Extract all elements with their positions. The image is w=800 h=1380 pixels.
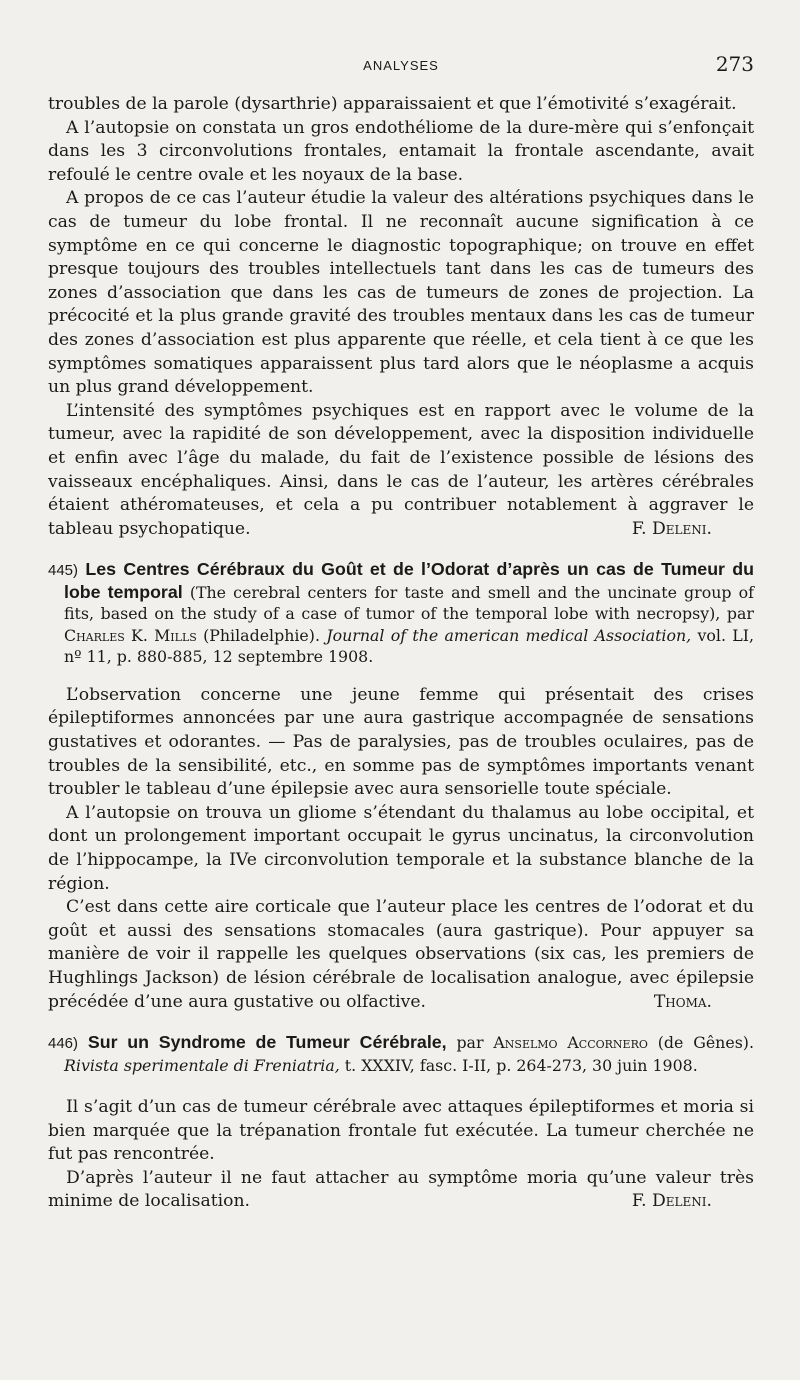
review-entry-446: [48, 1032, 754, 1214]
entry-number: 446): [48, 1035, 79, 1053]
spacer: [48, 668, 754, 684]
paragraph: L’observation concerne une jeune femme qui présentait des crises épileptiformes annoncées par une aura gastrique accompagnée de sensations gustatives et odorantes. — Pas de paralysies, pas de troubles oculaires, pas de troubles de la sensibilité, etc., en somme pas de symptômes importants venant troubler le tableau d’une épilepsie avec aura sensorielle toute spéciale.: [48, 684, 754, 800]
page-number: 273: [715, 52, 754, 76]
author-place: (Philadelphie).: [203, 625, 320, 645]
paragraph: [48, 400, 754, 542]
paragraph-text: C’est dans cette aire corticale que l’auteur place les centres de l’odorat et du goût et aussi des sensations stomacales (aura gastrique). Pour appuyer sa manière de voir il rappelle les quelques observations (six cas, les premiers de Hughlings Jackson) de lésion cérébrale de localisation analogue, avec épilepsie précédée d’une aura gustative ou olfactive.: [48, 897, 754, 1012]
author-place: (de Gênes).: [657, 1033, 754, 1053]
paragraph: troubles de la parole (dysarthrie) apparaissaient et que l’émotivité s’exagérait.: [48, 94, 737, 114]
paragraph: A propos de ce cas l’auteur étudie la valeur des altérations psychiques dans le cas de tumeur du lobe frontal. Il ne reconnaît aucune signification à ce symptôme en ce qui concerne le diagnostic topographique; on trouve en effet presque toujours des troubles intellectuels tant dans les cas de tumeurs des zones d’association que dans les cas de tumeurs de zones de projection. La précocité et la plus grande gravité des troubles mentaux dans les cas de tumeur des zones d’association est plus apparente que réelle, et cela tient à ce que les symptômes somatiques apparaissent plus tard alors que le néoplasme a acquis un plus grand développement.: [48, 188, 754, 398]
spacer: [48, 1076, 754, 1096]
entry-heading: [48, 559, 754, 668]
paragraph-text: L’intensité des symptômes psychiques est en rapport avec le volume de la tumeur, avec la rapidité de son développement, avec la disposition individuelle et enfin avec l’âge du malade, du fait de l’existence possible de lésions des vaisseaux encéphaliques. Ainsi, dans le cas de l’auteur, les artères cérébrales étaient athéromateuses, et cela a pu contribuer notablement à aggraver le tableau psychopatique.: [48, 400, 754, 539]
citation-ref: vol. LI, nº 11, p. 880-885, 12 septembre 1908.: [64, 625, 754, 667]
reviewer-signature: F. Deleni.: [631, 1191, 712, 1212]
entry-heading: [48, 1032, 754, 1076]
journal-name: Journal of the american medical Association,: [326, 625, 692, 645]
entry-title: Les Centres Cérébraux du Goût et de l’Odorat d’après un cas de Tumeur du lobe temporal: [64, 559, 754, 602]
entry-number: 445): [48, 562, 79, 580]
reviewer-signature: F. Deleni.: [631, 518, 712, 539]
english-title: (The cerebral centers for taste and smell and the uncinate group of fits, based on the study of a case of tumor of the temporal lobe with necropsy), par: [64, 582, 754, 624]
author-name: Charles K. Mills: [64, 625, 197, 645]
journal-name: Rivista sperimentale di Freniatria,: [64, 1055, 340, 1075]
author-name: Anselmo Accornero: [493, 1033, 648, 1053]
reviewer-signature: Thoma.: [653, 991, 712, 1012]
paragraph: [48, 1167, 754, 1214]
citation-ref: t. XXXIV, fasc. I-II, p. 264-273, 30 juin 1908.: [344, 1055, 698, 1075]
running-title: ANALYSES: [363, 58, 439, 73]
paragraph: A l’autopsie on constata un gros endothéliome de la dure-mère qui s’enfonçait dans les 3 circonvolutions frontales, entamait la frontale ascendante, avait refoulé le centre ovale et les noyaux de la base.: [48, 117, 754, 185]
paragraph: Il s’agit d’un cas de tumeur cérébrale avec attaques épileptiformes et moria si bien marquée que la trépanation frontale fut exécutée. La tumeur cherchée ne fut pas rencontrée.: [48, 1097, 754, 1165]
continued-review: [48, 93, 754, 541]
paragraph: [48, 896, 754, 1014]
par-word: par: [456, 1033, 484, 1053]
page-content: [48, 93, 754, 1214]
paragraph: A l’autopsie on trouva un gliome s’étendant du thalamus au lobe occipital, et dont un prolongement important occupait le gyrus uncinatus, la circonvolution de l’hippocampe, la IVe circonvolution temporale et la substance blanche de la région.: [48, 802, 754, 894]
page-header: [48, 52, 754, 82]
entry-title: Sur un Syndrome de Tumeur Cérébrale,: [87, 1032, 447, 1053]
paragraph-text: D’après l’auteur il ne faut attacher au symptôme moria qu’une valeur très minime de localisation.: [48, 1167, 754, 1212]
review-entry-445: [48, 559, 754, 1014]
